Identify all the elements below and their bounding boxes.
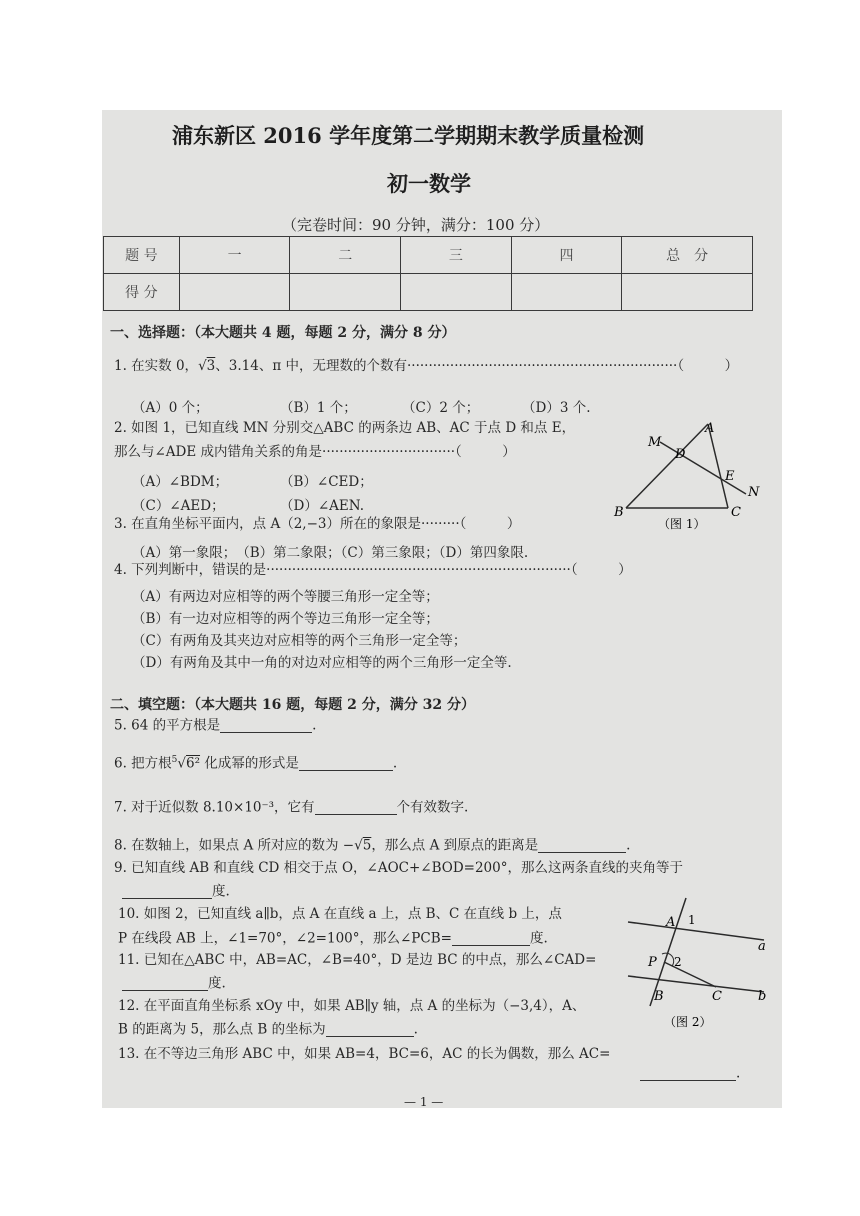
fig2-label-1: 1 [688,913,696,927]
q1-option-c: （C）2 个； [402,400,480,416]
sqrt-icon: √ [198,358,207,374]
fig2-label-p: P [648,955,657,970]
q8-post: . [626,837,631,854]
q6-root-index: 5 [171,755,178,765]
q9-post: 度. [212,883,230,900]
figure-2 [624,896,774,1036]
fig1-label-n: N [748,485,760,500]
section1-heading: 一、选择题：（本大题共 4 题，每题 2 分，满分 8 分） [110,325,456,341]
q4-line1: 4. 下列判断中，错误的是·······································································（ ） [114,562,632,578]
q2-option-b: （B）∠CED； [280,474,373,490]
score-cell: 三 [401,237,512,274]
score-input-cell[interactable] [401,274,512,311]
q12-line1: 12. 在平面直角坐标系 xOy 中，如果 AB∥y 轴，点 A 的坐标为（−3,4），A、 [118,998,586,1014]
q13-line1: 13. 在不等边三角形 ABC 中，如果 AB=4，BC=6，AC 的长为偶数，那么 AC= [118,1046,611,1062]
sqrt-icon: √ [354,837,363,854]
question-1 [114,360,738,374]
q2-option-d: （D）∠AEN. [280,498,364,514]
q7-answer-blank[interactable] [315,800,397,815]
q1-option-a: （A）0 个； [132,400,209,416]
q11-post: 度. [208,975,226,992]
fig1-label-m: M [648,435,662,450]
q8-answer-blank[interactable] [538,838,626,853]
q4-option-a: （A）有两边对应相等的两个等腰三角形一定全等； [132,589,439,605]
exam-title: 浦东新区 2016 学年度第二学期期末教学质量检测 [172,123,645,148]
q2-line1: 2. 如图 1，已知直线 MN 分别交△ABC 的两条边 AB、AC 于点 D 和点 E， [114,420,576,436]
q13-post: . [736,1065,741,1082]
q11-line1: 11. 已知在△ABC 中，AB=AC，∠B=40°，D 是边 BC 的中点，那么∠CAD= [118,952,597,968]
score-cell: 总 分 [622,237,753,274]
score-cell: 一 [179,237,290,274]
score-input-cell[interactable] [511,274,622,311]
fig1-line-ac [708,424,728,508]
q2-line2: 那么与∠ADE 成内错角关系的角是·······························（ ） [114,444,516,460]
q7-pre: 7. 对于近似数 8.10×10⁻³，它有 [114,799,315,816]
question-13-blank [640,1066,740,1081]
question-9-blank [122,884,230,899]
q7-post: 个有效数字. [396,799,469,816]
q4-option-c: （C）有两角及其夹边对应相等的两个三角形一定全等； [132,633,467,649]
exam-paper [102,110,782,1108]
q4-option-d: （D）有两角及其中一角的对边对应相等的两个三角形一定全等. [132,655,512,671]
score-cell: 题 号 [104,237,180,274]
fig1-label-b: B [614,505,624,520]
q6-mid: 化成幂的形式是 [204,755,299,772]
score-table-header-row [104,237,753,274]
score-input-cell[interactable] [622,274,753,311]
question-7 [114,800,468,815]
fig1-label-c: C [731,505,741,520]
fig2-label-a-line: a [758,939,766,954]
fig2-label-a-point: A [666,915,676,930]
q2-option-a: （A）∠BDM； [132,474,229,490]
q3-line1: 3. 在直角坐标平面内，点 A（2,−3）所在的象限是·········（ ） [114,516,521,532]
fig1-caption: （图 1） [658,517,706,530]
q3-options: （A）第一象限； （B）第二象限；（C）第三象限；（D）第四象限. [132,545,529,561]
fig2-line-a [628,922,764,940]
q13-answer-blank[interactable] [640,1066,736,1081]
q2-option-c: （C）∠AED； [132,498,225,514]
score-table [103,236,753,311]
sqrt-icon: √ [177,755,187,772]
fig2-line-b [628,976,764,992]
q10-post: 度. [529,930,548,947]
question-10-line2 [118,931,548,946]
q6-radicand: 6² [186,755,201,772]
q8-sqrt: 5 [362,837,372,854]
q12-line2-pre: B 的距离为 5，那么点 B 的坐标为 [118,1021,326,1038]
q6-answer-blank[interactable] [299,756,393,771]
fig2-label-b-point: B [654,989,664,1004]
q5-answer-blank[interactable] [220,718,312,733]
fig2-label-c: C [712,989,722,1004]
q9-line1: 9. 已知直线 AB 和直线 CD 相交于点 O，∠AOC+∠BOD=200°，那么这两条直线的夹角等于 [114,860,683,876]
q12-answer-blank[interactable] [326,1022,414,1037]
q4-option-b: （B）有一边对应相等的两个等边三角形一定全等； [132,611,439,627]
q5-post: . [312,717,317,734]
score-cell: 四 [511,237,622,274]
q6-post: . [392,755,398,772]
page-number: — 1 — [404,1095,444,1109]
q1-pre: 1. 在实数 0， [114,358,199,374]
q11-answer-blank[interactable] [122,976,208,991]
q12-post: . [413,1021,418,1038]
q1-sqrt: 3 [206,358,216,374]
q9-answer-blank[interactable] [122,884,212,899]
q8-pre: 8. 在数轴上，如果点 A 所对应的数为 − [114,837,355,854]
q1-option-b: （B）1 个； [280,400,357,416]
question-11-blank [122,976,226,991]
score-input-cell[interactable] [290,274,401,311]
question-6 [114,756,397,771]
score-cell: 得 分 [104,274,180,311]
fig1-label-e: E [725,469,735,484]
q6-pre: 6. 把方根 [114,755,172,772]
score-input-cell[interactable] [179,274,290,311]
question-8 [114,838,630,853]
score-table-score-row [104,274,753,311]
q8-mid: ，那么点 A 到原点的距离是 [371,837,539,854]
q1-post: 、3.14、π 中，无理数的个数有·······························································（ ） [215,358,739,374]
fig1-label-a: A [705,421,715,436]
fig2-caption: （图 2） [664,1015,712,1029]
section2-heading: 二、填空题：（本大题共 16 题，每题 2 分，满分 32 分） [110,697,475,713]
fig1-line-ba [626,424,708,508]
q1-option-d: （D）3 个. [522,400,591,416]
figure-1 [612,416,772,530]
question-12-line2 [118,1022,418,1037]
fig1-line-mn [660,442,746,494]
fig1-label-d: D [675,447,686,462]
q10-line2-pre: P 在线段 AB 上，∠1=70°，∠2=100°，那么∠PCB= [118,930,452,947]
score-cell: 二 [290,237,401,274]
question-5 [114,718,316,733]
time-note: （完卷时间：90 分钟，满分：100 分） [282,216,550,234]
q5-pre: 5. 64 的平方根是 [114,717,221,734]
fig2-label-b-line: b [758,989,767,1004]
q10-line1: 10. 如图 2，已知直线 a∥b，点 A 在直线 a 上，点 B、C 在直线 b 上，点 [118,906,562,922]
fig2-label-2: 2 [674,955,682,969]
subject-title: 初一数学 [387,171,471,196]
q10-answer-blank[interactable] [452,931,530,946]
